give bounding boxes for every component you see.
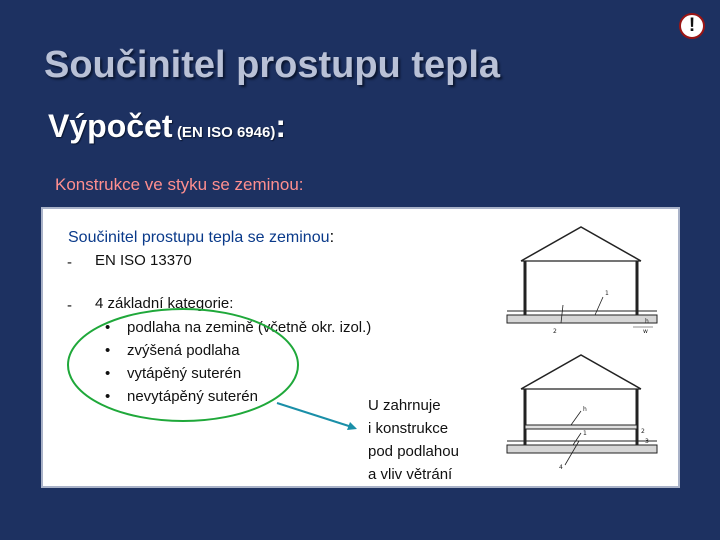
subtitle-standard: (EN ISO 6946) [176,124,276,141]
label-h: h [583,406,587,413]
highlight-oval [68,309,298,421]
subtitle-colon: : [275,108,286,144]
item-standard: EN ISO 13370 [95,252,192,269]
label-1: 1 [605,290,609,297]
dash-marker: - [67,254,72,271]
subtitle-main: Výpočet [48,108,173,144]
slide-title: Součinitel prostupu tepla [44,44,501,86]
label-4: 4 [559,464,563,471]
list-item: • podlaha na zemině (včetně okr. izol.) [105,319,372,336]
label-3: 3 [645,438,649,445]
label-2: 2 [641,428,645,435]
content-box [41,207,680,488]
pointer-arrow [277,403,355,428]
label-2: 2 [553,328,557,335]
item-categories: 4 základní kategorie: [95,295,234,312]
note-text: U zahrnuje i konstrukce pod podlahou a vliv větrání [368,397,459,483]
section-heading: Konstrukce ve styku se zeminou: [55,175,304,194]
suspended-floor-diagram [503,341,663,471]
box-heading-colon: : [329,227,335,246]
list-item: • vytápěný suterén [105,365,242,382]
dash-marker: - [67,297,72,314]
label-1: 1 [583,430,587,437]
slab-on-ground-diagram [503,221,663,339]
label-h: h [645,318,649,325]
label-w: w [643,328,648,335]
list-item: • nevytápěný suterén [105,388,258,405]
alert-icon[interactable]: ! [679,13,705,39]
slide-subtitle [48,108,286,145]
pointer-arrowhead [347,422,357,430]
box-heading-text: Součinitel prostupu tepla se zeminou [68,229,330,246]
list-item: • zvýšená podlaha [105,342,240,359]
